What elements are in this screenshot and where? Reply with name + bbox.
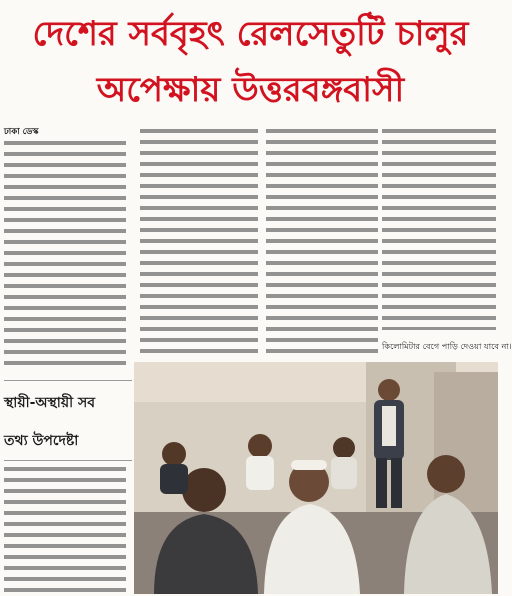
sidebar-subhead-line-1: স্থায়ী-অস্থায়ী সব	[4, 395, 96, 411]
sidebar-subhead-line-2: তথ্য উপদেষ্টা	[4, 433, 79, 449]
sidebar-top-rule	[4, 380, 132, 381]
headline-line-2: অপেক্ষায় উত্তরবঙ্গবাসী	[96, 70, 405, 110]
body-column-3	[266, 126, 378, 356]
meeting-photo-illustration	[134, 362, 498, 594]
body-column-2	[140, 126, 258, 356]
dateline: ঢাকা ডেস্ক	[4, 126, 104, 138]
sidebar-body-column	[4, 464, 126, 594]
sidebar-bottom-rule	[4, 460, 132, 461]
body-column-1	[4, 138, 126, 366]
headline-line-1: দেশের সর্ববৃহৎ রেলসেতুটি চালুর	[32, 14, 469, 54]
meeting-photo	[134, 362, 498, 594]
body-column-4	[382, 126, 496, 330]
body-column-4-last-line: কিলোমিটার বেগে পাড়ি দেওয়া যাবে না।	[382, 341, 512, 351]
